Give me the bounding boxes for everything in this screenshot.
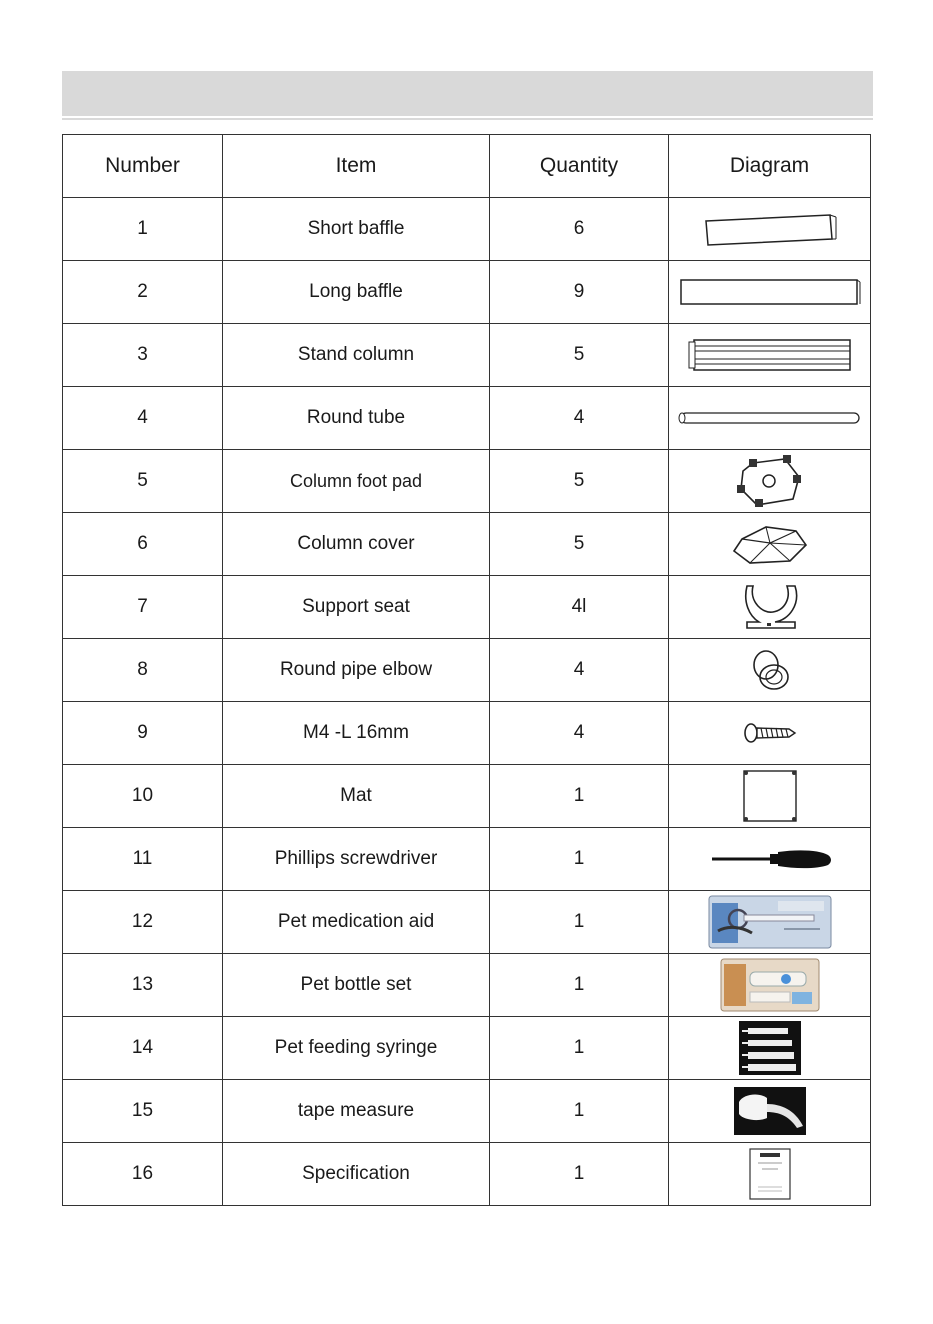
row-number: 5: [63, 450, 223, 513]
row-quantity: 1: [490, 1017, 669, 1080]
section-header-bar: [62, 71, 873, 116]
screw-icon: [743, 722, 797, 744]
row-number: 7: [63, 576, 223, 639]
row-diagram: [669, 765, 871, 828]
medication-aid-photo: [708, 895, 832, 949]
row-number: 15: [63, 1080, 223, 1143]
row-item: Support seat: [223, 576, 490, 639]
round-tube-icon: [675, 408, 865, 428]
row-number: 11: [63, 828, 223, 891]
header-number: Number: [63, 135, 223, 198]
row-diagram: [669, 828, 871, 891]
bottle-set-photo: [720, 958, 820, 1012]
syringe-photo: [738, 1020, 802, 1076]
table-row: [63, 954, 871, 1017]
table-row: [63, 891, 871, 954]
short-baffle-icon: [700, 209, 840, 249]
table-row: [63, 324, 871, 387]
row-item: Short baffle: [223, 198, 490, 261]
row-diagram: [669, 1143, 871, 1206]
table-header-row: [63, 135, 871, 198]
row-number: 1: [63, 198, 223, 261]
row-diagram: [669, 954, 871, 1017]
row-diagram: [669, 261, 871, 324]
row-item: Round tube: [223, 387, 490, 450]
row-quantity: 1: [490, 954, 669, 1017]
row-number: 4: [63, 387, 223, 450]
row-quantity: 9: [490, 261, 669, 324]
header-item: Item: [223, 135, 490, 198]
tape-measure-photo: [733, 1086, 807, 1136]
row-item: Stand column: [223, 324, 490, 387]
row-item: Column foot pad: [223, 450, 490, 513]
stand-column-icon: [686, 337, 854, 373]
row-quantity: 1: [490, 891, 669, 954]
row-number: 3: [63, 324, 223, 387]
row-diagram: [669, 1080, 871, 1143]
row-number: 8: [63, 639, 223, 702]
row-quantity: 1: [490, 828, 669, 891]
row-quantity: 1: [490, 1143, 669, 1206]
table-row: [63, 1017, 871, 1080]
row-number: 2: [63, 261, 223, 324]
row-item: Column cover: [223, 513, 490, 576]
row-quantity: 4: [490, 702, 669, 765]
row-diagram: [669, 513, 871, 576]
screwdriver-icon: [708, 846, 832, 872]
long-baffle-icon: [678, 276, 862, 308]
row-quantity: 4: [490, 639, 669, 702]
row-quantity: 1: [490, 765, 669, 828]
row-diagram: [669, 576, 871, 639]
row-diagram: [669, 702, 871, 765]
row-item: M4 -L 16mm: [223, 702, 490, 765]
foot-pad-icon: [735, 453, 805, 509]
row-number: 6: [63, 513, 223, 576]
header-quantity: Quantity: [490, 135, 669, 198]
row-item: Pet bottle set: [223, 954, 490, 1017]
row-item: Pet medication aid: [223, 891, 490, 954]
table-row: [63, 702, 871, 765]
manual-icon: [748, 1147, 792, 1201]
row-number: 10: [63, 765, 223, 828]
table-row: [63, 828, 871, 891]
row-item: Phillips screwdriver: [223, 828, 490, 891]
pipe-elbow-icon: [748, 647, 792, 693]
table-row: [63, 450, 871, 513]
table-row: [63, 639, 871, 702]
row-item: Specification: [223, 1143, 490, 1206]
table-row: [63, 765, 871, 828]
row-diagram: [669, 891, 871, 954]
row-item: Round pipe elbow: [223, 639, 490, 702]
table-row: [63, 1080, 871, 1143]
row-diagram: [669, 324, 871, 387]
row-number: 13: [63, 954, 223, 1017]
header-diagram: Diagram: [669, 135, 871, 198]
row-quantity: 1: [490, 1080, 669, 1143]
row-quantity: 5: [490, 450, 669, 513]
row-number: 9: [63, 702, 223, 765]
row-quantity: 6: [490, 198, 669, 261]
row-number: 14: [63, 1017, 223, 1080]
row-quantity: 5: [490, 513, 669, 576]
header-divider: [62, 118, 873, 120]
mat-icon: [741, 768, 799, 824]
row-item: tape measure: [223, 1080, 490, 1143]
table-row: [63, 1143, 871, 1206]
table-row: [63, 513, 871, 576]
row-diagram: [669, 198, 871, 261]
table-row: [63, 576, 871, 639]
row-diagram: [669, 450, 871, 513]
row-quantity: 4l: [490, 576, 669, 639]
row-diagram: [669, 1017, 871, 1080]
row-quantity: 4: [490, 387, 669, 450]
row-diagram: [669, 639, 871, 702]
row-item: Long baffle: [223, 261, 490, 324]
table-row: [63, 387, 871, 450]
row-number: 12: [63, 891, 223, 954]
row-diagram: [669, 387, 871, 450]
row-item: Mat: [223, 765, 490, 828]
row-quantity: 5: [490, 324, 669, 387]
column-cover-icon: [730, 521, 810, 567]
row-number: 16: [63, 1143, 223, 1206]
row-item: Pet feeding syringe: [223, 1017, 490, 1080]
table-row: [63, 198, 871, 261]
table-row: [63, 261, 871, 324]
support-seat-icon: [739, 582, 801, 632]
parts-table: [62, 134, 871, 1206]
